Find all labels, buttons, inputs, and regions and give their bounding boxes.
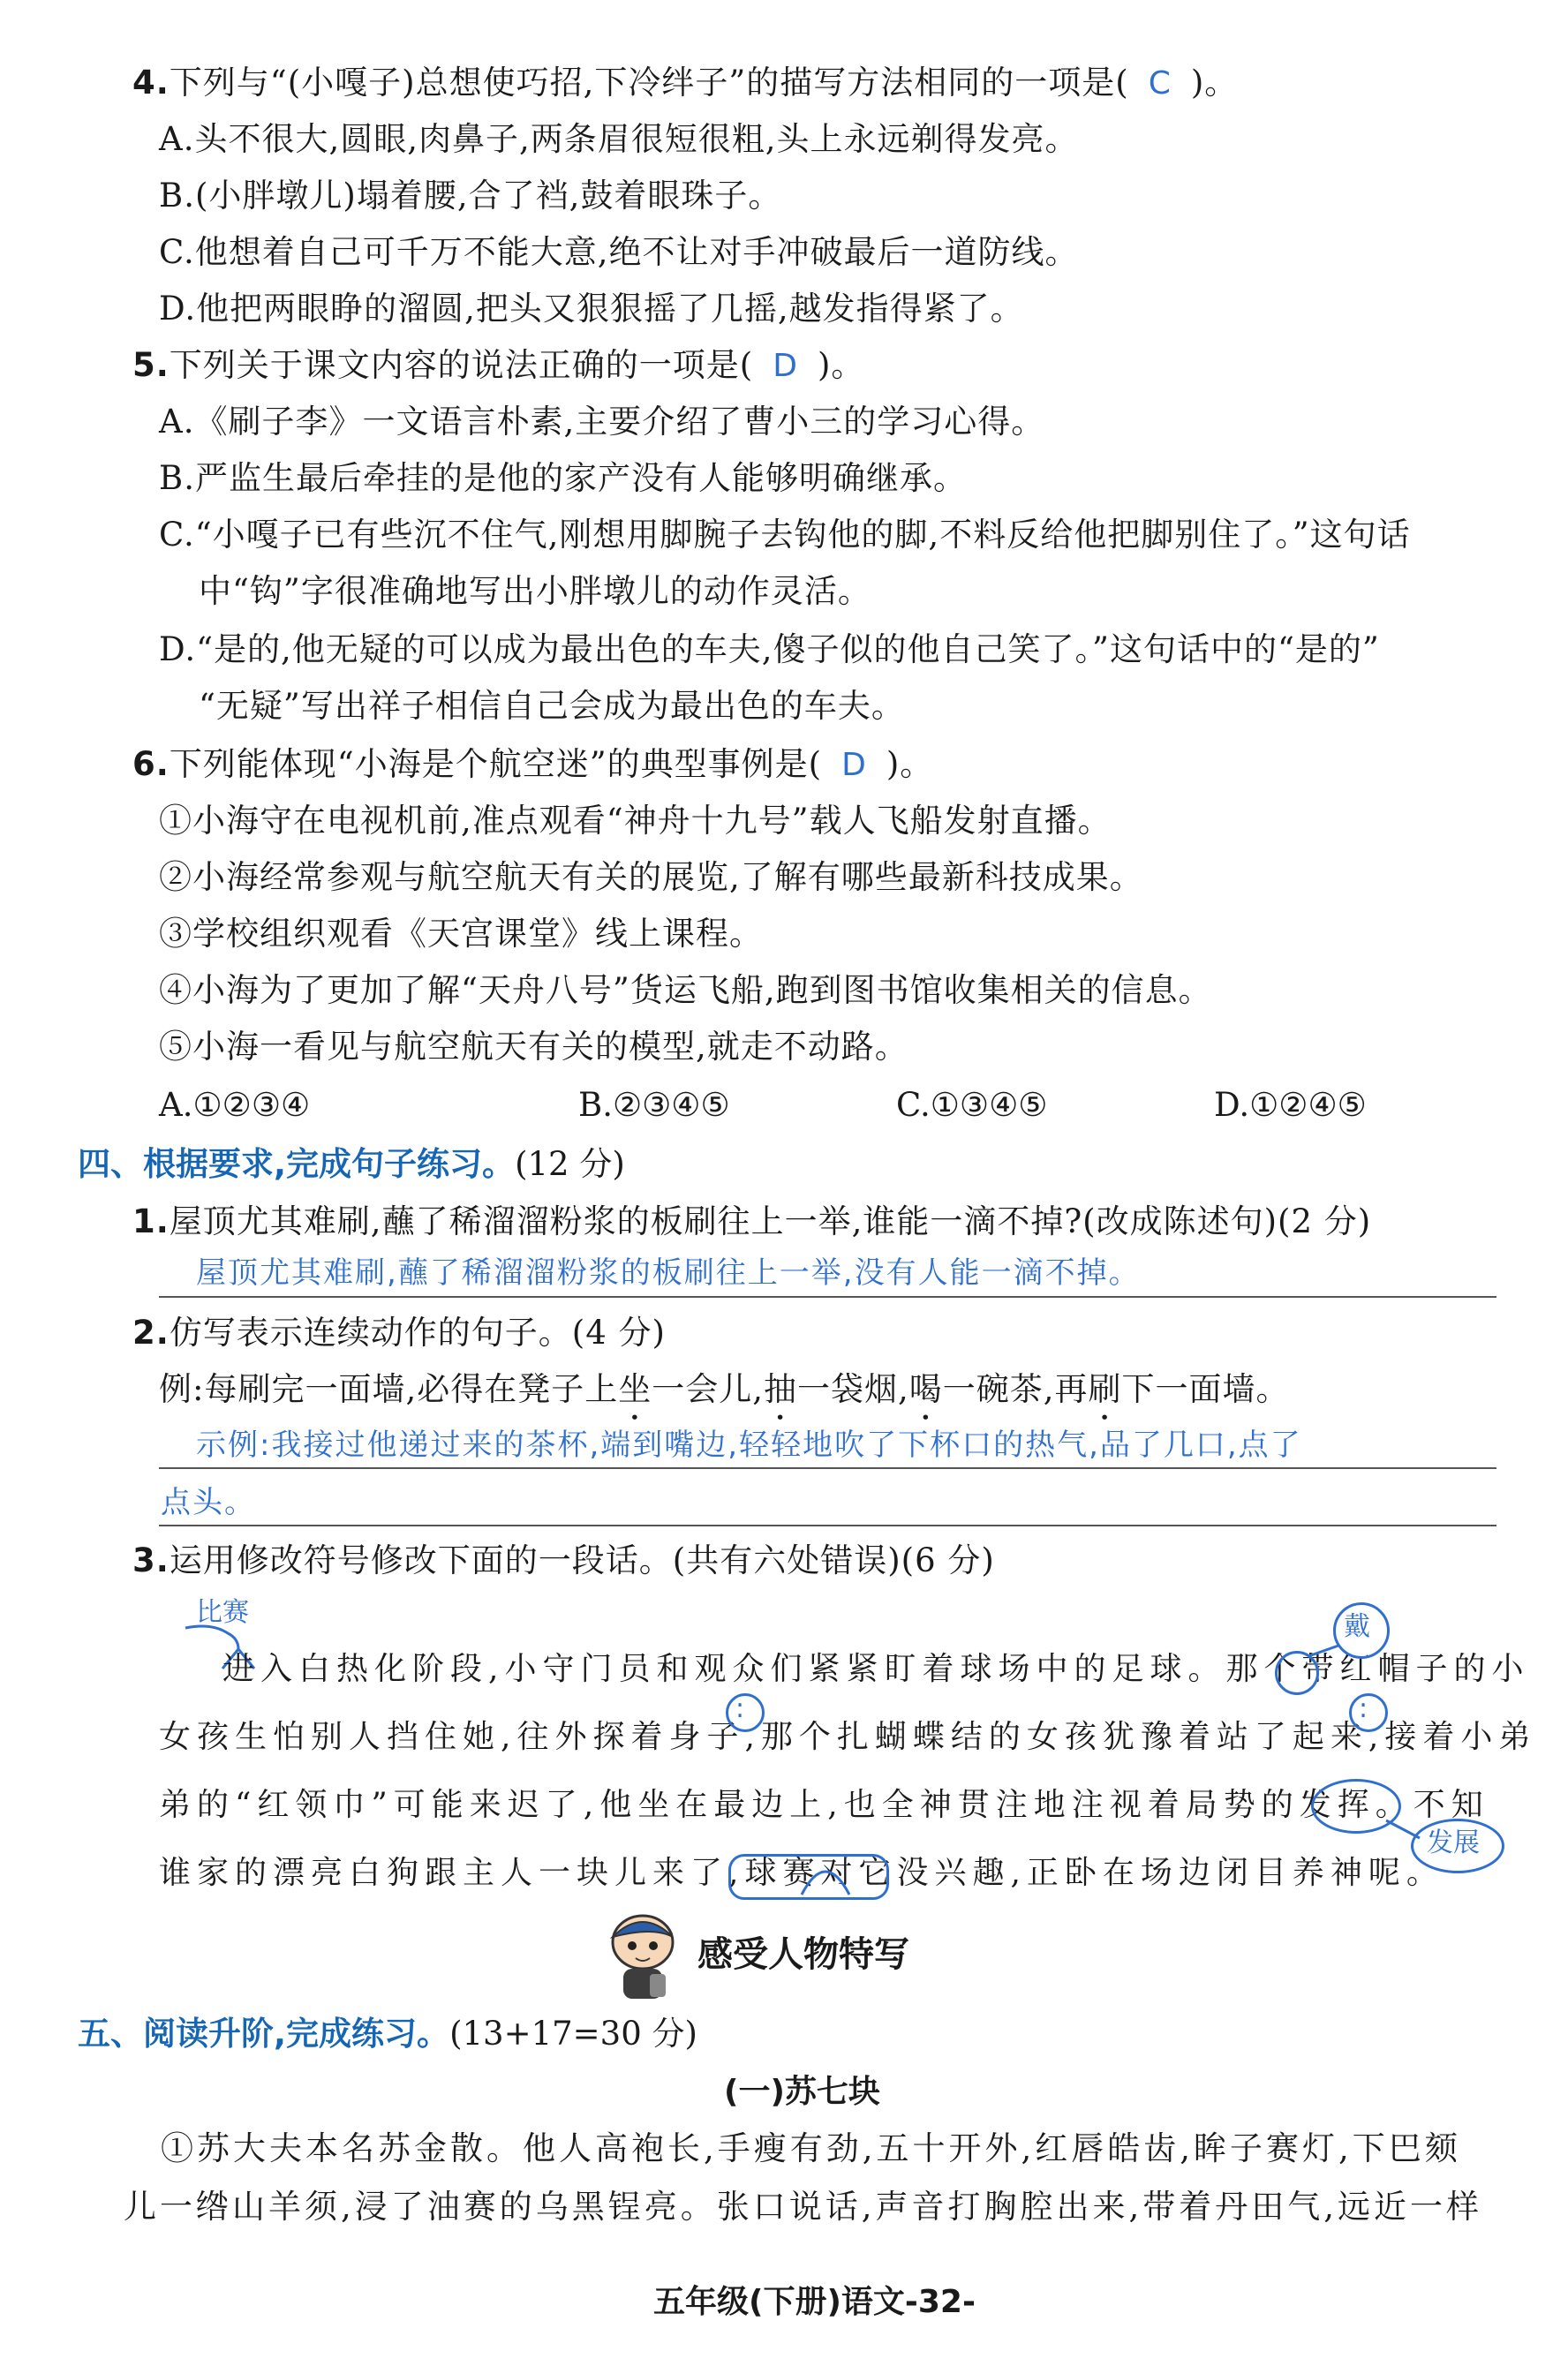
- q5-answer: D: [773, 348, 798, 384]
- reading-para-line-2: 儿一绺山羊须,浸了油赛的乌黑锃亮。张口说话,声音打胸腔出来,带着丹田气,远近一样: [124, 2188, 1483, 2226]
- q6-number: 6.: [132, 745, 170, 783]
- q5-option-d: D.“是的,他无疑的可以成为最出色的车夫,傻子似的他自己笑了。”这句话中的“是的”: [159, 630, 1380, 668]
- section-5-points: (13+17=30 分): [449, 2015, 697, 2053]
- s4-q1-number: 1.: [132, 1202, 170, 1240]
- section-4-points: (12 分): [515, 1145, 625, 1183]
- passage-line-1: 进入白热化阶段,小守门员和观众们紧紧盯着球场中的足球。那个带红帽子的小: [222, 1651, 1530, 1687]
- s4-q2-example: [159, 1368, 1290, 1428]
- s4-q2-answer-line1: 示例:我接过他递过来的茶杯,端到嘴边,轻轻地吹了下杯口的热气,品了几口,点了: [196, 1428, 1302, 1463]
- s4-q2-rule-2: [159, 1525, 1496, 1526]
- reading-para-line-1: ①苏大夫本名苏金散。他人高袍长,手瘦有劲,五十开外,红唇皓齿,眸子赛灯,下巴颏: [161, 2129, 1461, 2167]
- passage-line-3: 弟的“红领巾”可能来迟了,他坐在最边上,也全神贯注地注视着局势的发挥。不知: [159, 1787, 1489, 1823]
- q6-item-4: ④小海为了更加了解“天舟八号”货运飞船,跑到图书馆收集相关的信息。: [159, 971, 1212, 1009]
- q4-answer: C: [1148, 65, 1172, 102]
- q6-stem-end: )。: [886, 745, 934, 783]
- section-5-title: 五、阅读升阶,完成练习。: [78, 2015, 450, 2053]
- q6-answer: D: [841, 747, 867, 783]
- fix-colon-2-bubble: [1349, 1693, 1388, 1732]
- s4-q2-text: 仿写表示连续动作的句子。(4 分): [169, 1314, 666, 1352]
- s4-q1-text: 屋顶尤其难刷,蘸了稀溜溜粉浆的板刷往上一举,谁能一滴不掉?(改成陈述句)(2 分): [169, 1202, 1372, 1240]
- fix-fazhan-connector: [1384, 1817, 1423, 1843]
- s4-q3-number: 3.: [132, 1541, 170, 1579]
- example-mid-1: 一会儿,: [652, 1370, 764, 1408]
- example-verb-3: 喝: [908, 1370, 943, 1408]
- q6-item-1: ①小海守在电视机前,准点观看“神舟十九号”载人飞船发射直播。: [159, 802, 1112, 840]
- s4-q2-stem: [132, 1312, 666, 1354]
- q4-option-a: A.头不很大,圆眼,肉鼻子,两条眉很短很粗,头上永远剃得发亮。: [159, 120, 1079, 158]
- q5-option-b: B.严监生最后牵挂的是他的家产没有人能够明确继承。: [159, 459, 967, 497]
- section-5-heading: [78, 2013, 697, 2055]
- q5-number: 5.: [132, 346, 170, 384]
- passage-line-2: 女孩生怕别人挡住她,往外探着身子,那个扎蝴蝶结的女孩犹豫着站了起来,接着小弟: [159, 1719, 1537, 1755]
- q4-option-b: B.(小胖墩儿)塌着腰,合了裆,鼓着眼珠子。: [159, 177, 782, 215]
- q5-option-a: A.《刷子李》一文语言朴素,主要介绍了曹小三的学习心得。: [159, 403, 1045, 441]
- q6-choice-b: B.②③④⑤: [578, 1086, 730, 1124]
- example-mid-2: 一袋烟,: [797, 1370, 909, 1408]
- s4-q1-answer-line: [159, 1296, 1496, 1298]
- example-verb-1: 坐: [618, 1370, 652, 1408]
- example-prefix: 例:每刷完一面墙,必得在凳子上: [159, 1370, 619, 1408]
- section-4-heading: [78, 1143, 625, 1186]
- example-verb-2: 抽: [764, 1370, 797, 1408]
- section-4-title: 四、根据要求,完成句子练习。: [78, 1145, 516, 1183]
- s4-q3-stem: [132, 1540, 995, 1582]
- q4-stem-text: 下列与“(小嘎子)总想使巧招,下冷绊子”的描写方法相同的一项是(: [169, 64, 1129, 102]
- fix-dai-connector: [1307, 1642, 1342, 1660]
- q5-option-d-cont: “无疑”写出祥子相信自己会成为最出色的车夫。: [199, 687, 905, 725]
- q4-number: 4.: [132, 64, 170, 102]
- banner-title: 感受人物特写: [697, 1934, 909, 1975]
- q6-item-2: ②小海经常参观与航空航天有关的展览,了解有哪些最新科技成果。: [159, 858, 1143, 896]
- fix-dai-text: 戴: [1344, 1611, 1370, 1642]
- q6-choice-d: D.①②④⑤: [1214, 1086, 1367, 1124]
- q5-stem-text: 下列关于课文内容的说法正确的一项是(: [169, 346, 754, 384]
- q4-option-c: C.他想着自己可千万不能大意,绝不让对手冲破最后一道防线。: [159, 233, 1079, 271]
- q5-stem: [132, 344, 864, 388]
- example-verb-4: 刷: [1088, 1370, 1122, 1408]
- passage-line-4: 谁家的漂亮白狗跟主人一块儿来了,球赛对它没兴趣,正卧在场边闭目养神呢。: [159, 1855, 1444, 1891]
- s4-q2-rule-1: [159, 1467, 1496, 1469]
- example-tail: 下一面墙。: [1121, 1370, 1290, 1408]
- s4-q2-number: 2.: [132, 1314, 170, 1352]
- q6-item-5: ⑤小海一看见与航空航天有关的模型,就走不动路。: [159, 1028, 908, 1066]
- swap-mark-curve: [795, 1852, 856, 1898]
- example-mid-3: 一碗茶,再: [942, 1370, 1089, 1408]
- passage-title: (一)苏七块: [724, 2074, 880, 2110]
- q4-stem: [132, 62, 1238, 105]
- q5-option-c-cont: 中“钩”字很准确地写出小胖墩儿的动作灵活。: [199, 572, 871, 610]
- q4-option-d: D.他把两眼睁的溜圆,把头又狠狠摇了几摇,越发指得紧了。: [159, 290, 1024, 328]
- fix-colon-2: :: [1359, 1693, 1368, 1724]
- q6-choice-a: A.①②③④: [159, 1086, 311, 1124]
- q5-stem-end: )。: [817, 346, 865, 384]
- insert-word: 比赛: [196, 1597, 249, 1628]
- s4-q2-answer-line2: 点头。: [161, 1485, 256, 1520]
- q6-choice-c: C.①③④⑤: [896, 1086, 1048, 1124]
- fix-colon-1: :: [735, 1693, 745, 1724]
- q6-stem-text: 下列能体现“小海是个航空迷”的典型事例是(: [169, 745, 823, 783]
- q4-stem-end: )。: [1190, 64, 1239, 102]
- q5-option-c: C.“小嘎子已有些沉不住气,刚想用脚腕子去钩他的脚,不料反给他把脚别住了。”这句话: [159, 516, 1411, 554]
- fix-colon-1-bubble: [726, 1693, 765, 1732]
- fix-fazhan-text: 发展: [1427, 1827, 1480, 1858]
- q6-item-3: ③学校组织观看《天宫课堂》线上课程。: [159, 915, 763, 953]
- s4-q1-answer: 屋顶尤其难刷,蘸了稀溜溜粉浆的板刷往上一举,没有人能一滴不掉。: [196, 1255, 1141, 1291]
- q6-stem: [132, 743, 933, 787]
- page-footer: 五年级(下册)语文-32-: [653, 2284, 976, 2320]
- s4-q1-stem: [132, 1201, 1371, 1243]
- cartoon-boy-icon: [600, 1907, 685, 2004]
- s4-q3-text: 运用修改符号修改下面的一段话。(共有六处错误)(6 分): [169, 1541, 995, 1579]
